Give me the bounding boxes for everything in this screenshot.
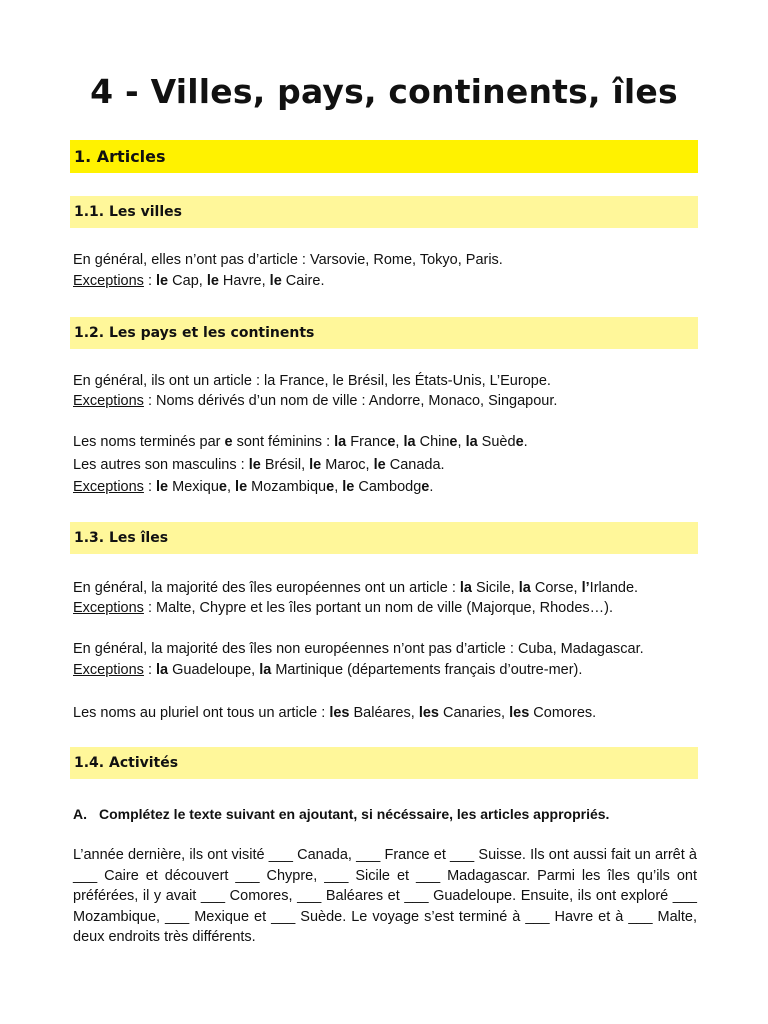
text-run: Cap,: [168, 273, 207, 289]
text-run: :: [143, 662, 157, 678]
bold-text-run: le: [235, 479, 248, 495]
text-run: sont féminins :: [232, 434, 335, 450]
bold-text-run: le: [206, 273, 219, 289]
text-run: ,: [226, 479, 236, 495]
text-run: Corse,: [530, 580, 582, 596]
villes-exceptions: [73, 271, 697, 292]
text-run: Canaries,: [438, 705, 510, 721]
pays-exceptions-2: [73, 477, 697, 498]
bold-text-run: la: [403, 434, 416, 450]
text-run: :: [143, 273, 157, 289]
text-run: Les noms au pluriel ont tous un article :: [73, 705, 330, 721]
text-run: Caire.: [281, 273, 325, 289]
exceptions-label: Exceptions: [73, 479, 144, 495]
text-run: Sicile,: [472, 580, 519, 596]
text-run: :: [143, 479, 157, 495]
text-run: Havre,: [218, 273, 270, 289]
text-run: Mexiqu: [168, 479, 219, 495]
bold-text-run: le: [248, 457, 261, 473]
text-run: Irlande.: [589, 580, 639, 596]
bold-text-run: e: [449, 434, 458, 450]
villes-general-text: En général, elles n’ont pas d’article : Varsovie, Rome, Tokyo, Paris.: [73, 252, 503, 268]
exceptions-text: : Noms dérivés d’un nom de ville : Andorre, Monaco, Singapour.: [143, 393, 558, 409]
bold-text-run: le: [156, 273, 169, 289]
text-run: ,: [334, 479, 343, 495]
subsection-heading-activites: 1.4. Activités: [70, 747, 698, 779]
page-title: 4 - Villes, pays, continents, îles: [90, 72, 678, 111]
bold-text-run: l’: [581, 580, 590, 596]
bold-text-run: e: [515, 434, 524, 450]
text-run: ,: [395, 434, 404, 450]
bold-text-run: le: [342, 479, 355, 495]
text-run: Martinique (départements français d’outre-mer).: [271, 662, 583, 678]
text-run: Baléares,: [349, 705, 419, 721]
text-run: Les autres son masculins :: [73, 457, 249, 473]
bold-text-run: la: [518, 580, 531, 596]
bold-text-run: la: [465, 434, 478, 450]
pays-exceptions-1: [73, 391, 697, 412]
exceptions-label: Exceptions: [73, 600, 144, 616]
bold-text-run: le: [309, 457, 322, 473]
iles-exceptions-2: [73, 660, 697, 681]
bold-text-run: les: [329, 705, 350, 721]
activity-instruction: [73, 804, 697, 825]
pays-feminine-rule: [73, 432, 697, 453]
text-run: Suèd: [477, 434, 516, 450]
bold-text-run: e: [421, 479, 430, 495]
exceptions-text: [144, 479, 433, 495]
bold-text-run: les: [418, 705, 439, 721]
bold-text-run: la: [459, 580, 472, 596]
exceptions-label: Exceptions: [73, 273, 144, 289]
activity-instruction-text: Complétez le texte suivant en ajoutant, si nécéssaire, les articles appropriés.: [99, 806, 610, 822]
exceptions-text: [144, 273, 325, 289]
subsection-heading-iles: 1.3. Les îles: [70, 522, 698, 554]
bold-text-run: les: [509, 705, 530, 721]
iles-non-european-rule: En général, la majorité des îles non européennes n’ont pas d’article : Cuba, Madagascar.: [73, 641, 644, 657]
subsection-heading-villes: 1.1. Les villes: [70, 196, 698, 228]
text-run: Franc: [346, 434, 388, 450]
text-run: Mozambiqu: [247, 479, 327, 495]
text-run: Maroc,: [321, 457, 374, 473]
text-run: Comores.: [529, 705, 597, 721]
text-run: Les noms terminés par: [73, 434, 225, 450]
text-run: En général, la majorité des îles européennes ont un article :: [73, 580, 460, 596]
exceptions-label: Exceptions: [73, 393, 144, 409]
iles-exceptions-1: [73, 598, 697, 619]
text-run: Canada.: [385, 457, 445, 473]
bold-text-run: la: [334, 434, 347, 450]
pays-general-text: En général, ils ont un article : la France, le Brésil, les États-Unis, L’Europe.: [73, 373, 551, 389]
bold-text-run: e: [387, 434, 396, 450]
iles-plural-rule: [73, 703, 697, 724]
bold-text-run: la: [156, 662, 169, 678]
exceptions-text: : Malte, Chypre et les îles portant un nom de ville (Majorque, Rhodes…).: [143, 600, 613, 616]
pays-masculine-rule: [73, 455, 697, 476]
bold-text-run: e: [224, 434, 233, 450]
bold-text-run: le: [269, 273, 282, 289]
bold-text-run: e: [218, 479, 227, 495]
activity-exercise-text: L’année dernière, ils ont visité ___ Canada, ___ France et ___ Suisse. Ils ont aussi fait un arrêt à ___ Caire et découvert ___ Chypre, ___ Sicile et ___ Madagascar. Parmi les îles qu’ils ont préférées, il y avait ___ Comores, ___ Baléares et ___ Guadeloupe. Ensuite, ils ont exploré ___ Mozambique, ___ Mexique et ___ Suède. Le voyage s’est terminé à ___ Havre et à ___ Malte, deux endroits très différents.: [73, 847, 697, 945]
text-run: ,: [457, 434, 466, 450]
subsection-heading-pays: 1.2. Les pays et les continents: [70, 317, 698, 349]
text-run: .: [429, 479, 434, 495]
activity-letter: A.: [73, 806, 87, 822]
text-run: Guadeloupe,: [168, 662, 260, 678]
bold-text-run: le: [373, 457, 386, 473]
text-run: .: [523, 434, 528, 450]
section-heading-articles: 1. Articles: [70, 140, 698, 173]
text-run: Brésil,: [260, 457, 310, 473]
exceptions-label: Exceptions: [73, 662, 144, 678]
text-run: Cambodg: [354, 479, 422, 495]
bold-text-run: e: [326, 479, 335, 495]
text-run: Chin: [415, 434, 450, 450]
bold-text-run: la: [259, 662, 272, 678]
bold-text-run: le: [156, 479, 169, 495]
iles-european-rule: [73, 578, 697, 599]
exceptions-text: [144, 662, 582, 678]
